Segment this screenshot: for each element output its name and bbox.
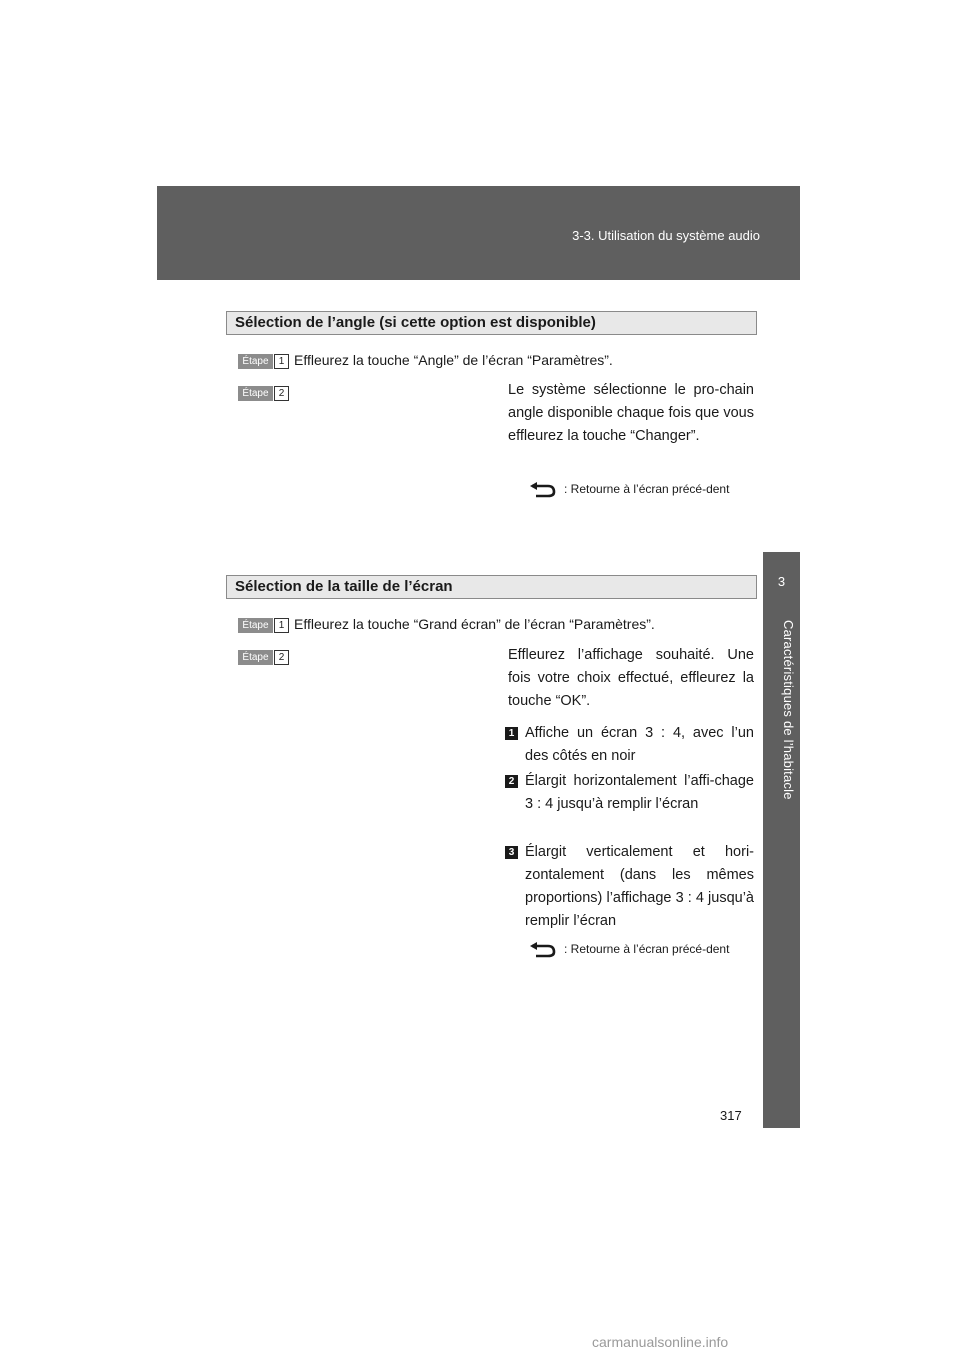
step-badge (238, 386, 288, 401)
chapter-side-tab (763, 552, 800, 1128)
list-marker: 3 (505, 846, 518, 859)
chapter-title: 3-3. Utilisation du système audio (572, 228, 760, 243)
list-item-text: Affiche un écran 3 : 4, avec l’un des côtés en noir (525, 725, 754, 764)
list-marker: 2 (505, 775, 518, 788)
step-badge (238, 354, 288, 369)
section-heading-screen-size: Sélection de la taille de l’écran (226, 575, 757, 599)
step-badge-number: 1 (274, 354, 289, 369)
step-text: Effleurez l’affichage souhaité. Une fois votre choix effectué, effleurez la touche “OK”. (508, 647, 754, 709)
return-arrow-icon (530, 942, 556, 958)
step-text: Le système sélectionne le pro-chain angle disponible chaque fois que vous effleurez la touche “Changer”. (508, 382, 754, 444)
section-heading-angle: Sélection de l’angle (si cette option est disponible) (226, 311, 757, 335)
list-item-text: Élargit horizontalement l’affi-chage 3 : 4 jusqu’à remplir l’écran (525, 773, 754, 812)
chapter-number: 3 (777, 574, 786, 589)
return-arrow-icon (530, 482, 556, 498)
step-badge-number: 1 (274, 618, 289, 633)
step-text: Effleurez la touche “Grand écran” de l’écran “Paramètres”. (294, 616, 655, 632)
back-note-text: : Retourne à l’écran précé-dent (564, 482, 730, 496)
list-marker: 1 (505, 727, 518, 740)
step-badge (238, 618, 288, 633)
list-item-text: Élargit verticalement et hori-zontalement (dans les mêmes proportions) l’affichage 3 : 4 jusqu’à remplir l’écran (525, 844, 754, 929)
step-badge-number: 2 (274, 650, 289, 665)
watermark: carmanualsonline.info (592, 1334, 729, 1350)
step-badge-number: 2 (274, 386, 289, 401)
step-badge-word: Étape (238, 650, 273, 665)
step-text: Effleurez la touche “Angle” de l’écran “Paramètres”. (294, 352, 613, 368)
chapter-label: Caractéristiques de l’habitacle (781, 620, 796, 800)
step-badge-word: Étape (238, 386, 273, 401)
step-badge (238, 650, 288, 665)
header-band (157, 186, 800, 280)
back-note-text: : Retourne à l’écran précé-dent (564, 942, 730, 956)
step-badge-word: Étape (238, 618, 273, 633)
page-number: 317 (720, 1108, 742, 1123)
step-badge-word: Étape (238, 354, 273, 369)
